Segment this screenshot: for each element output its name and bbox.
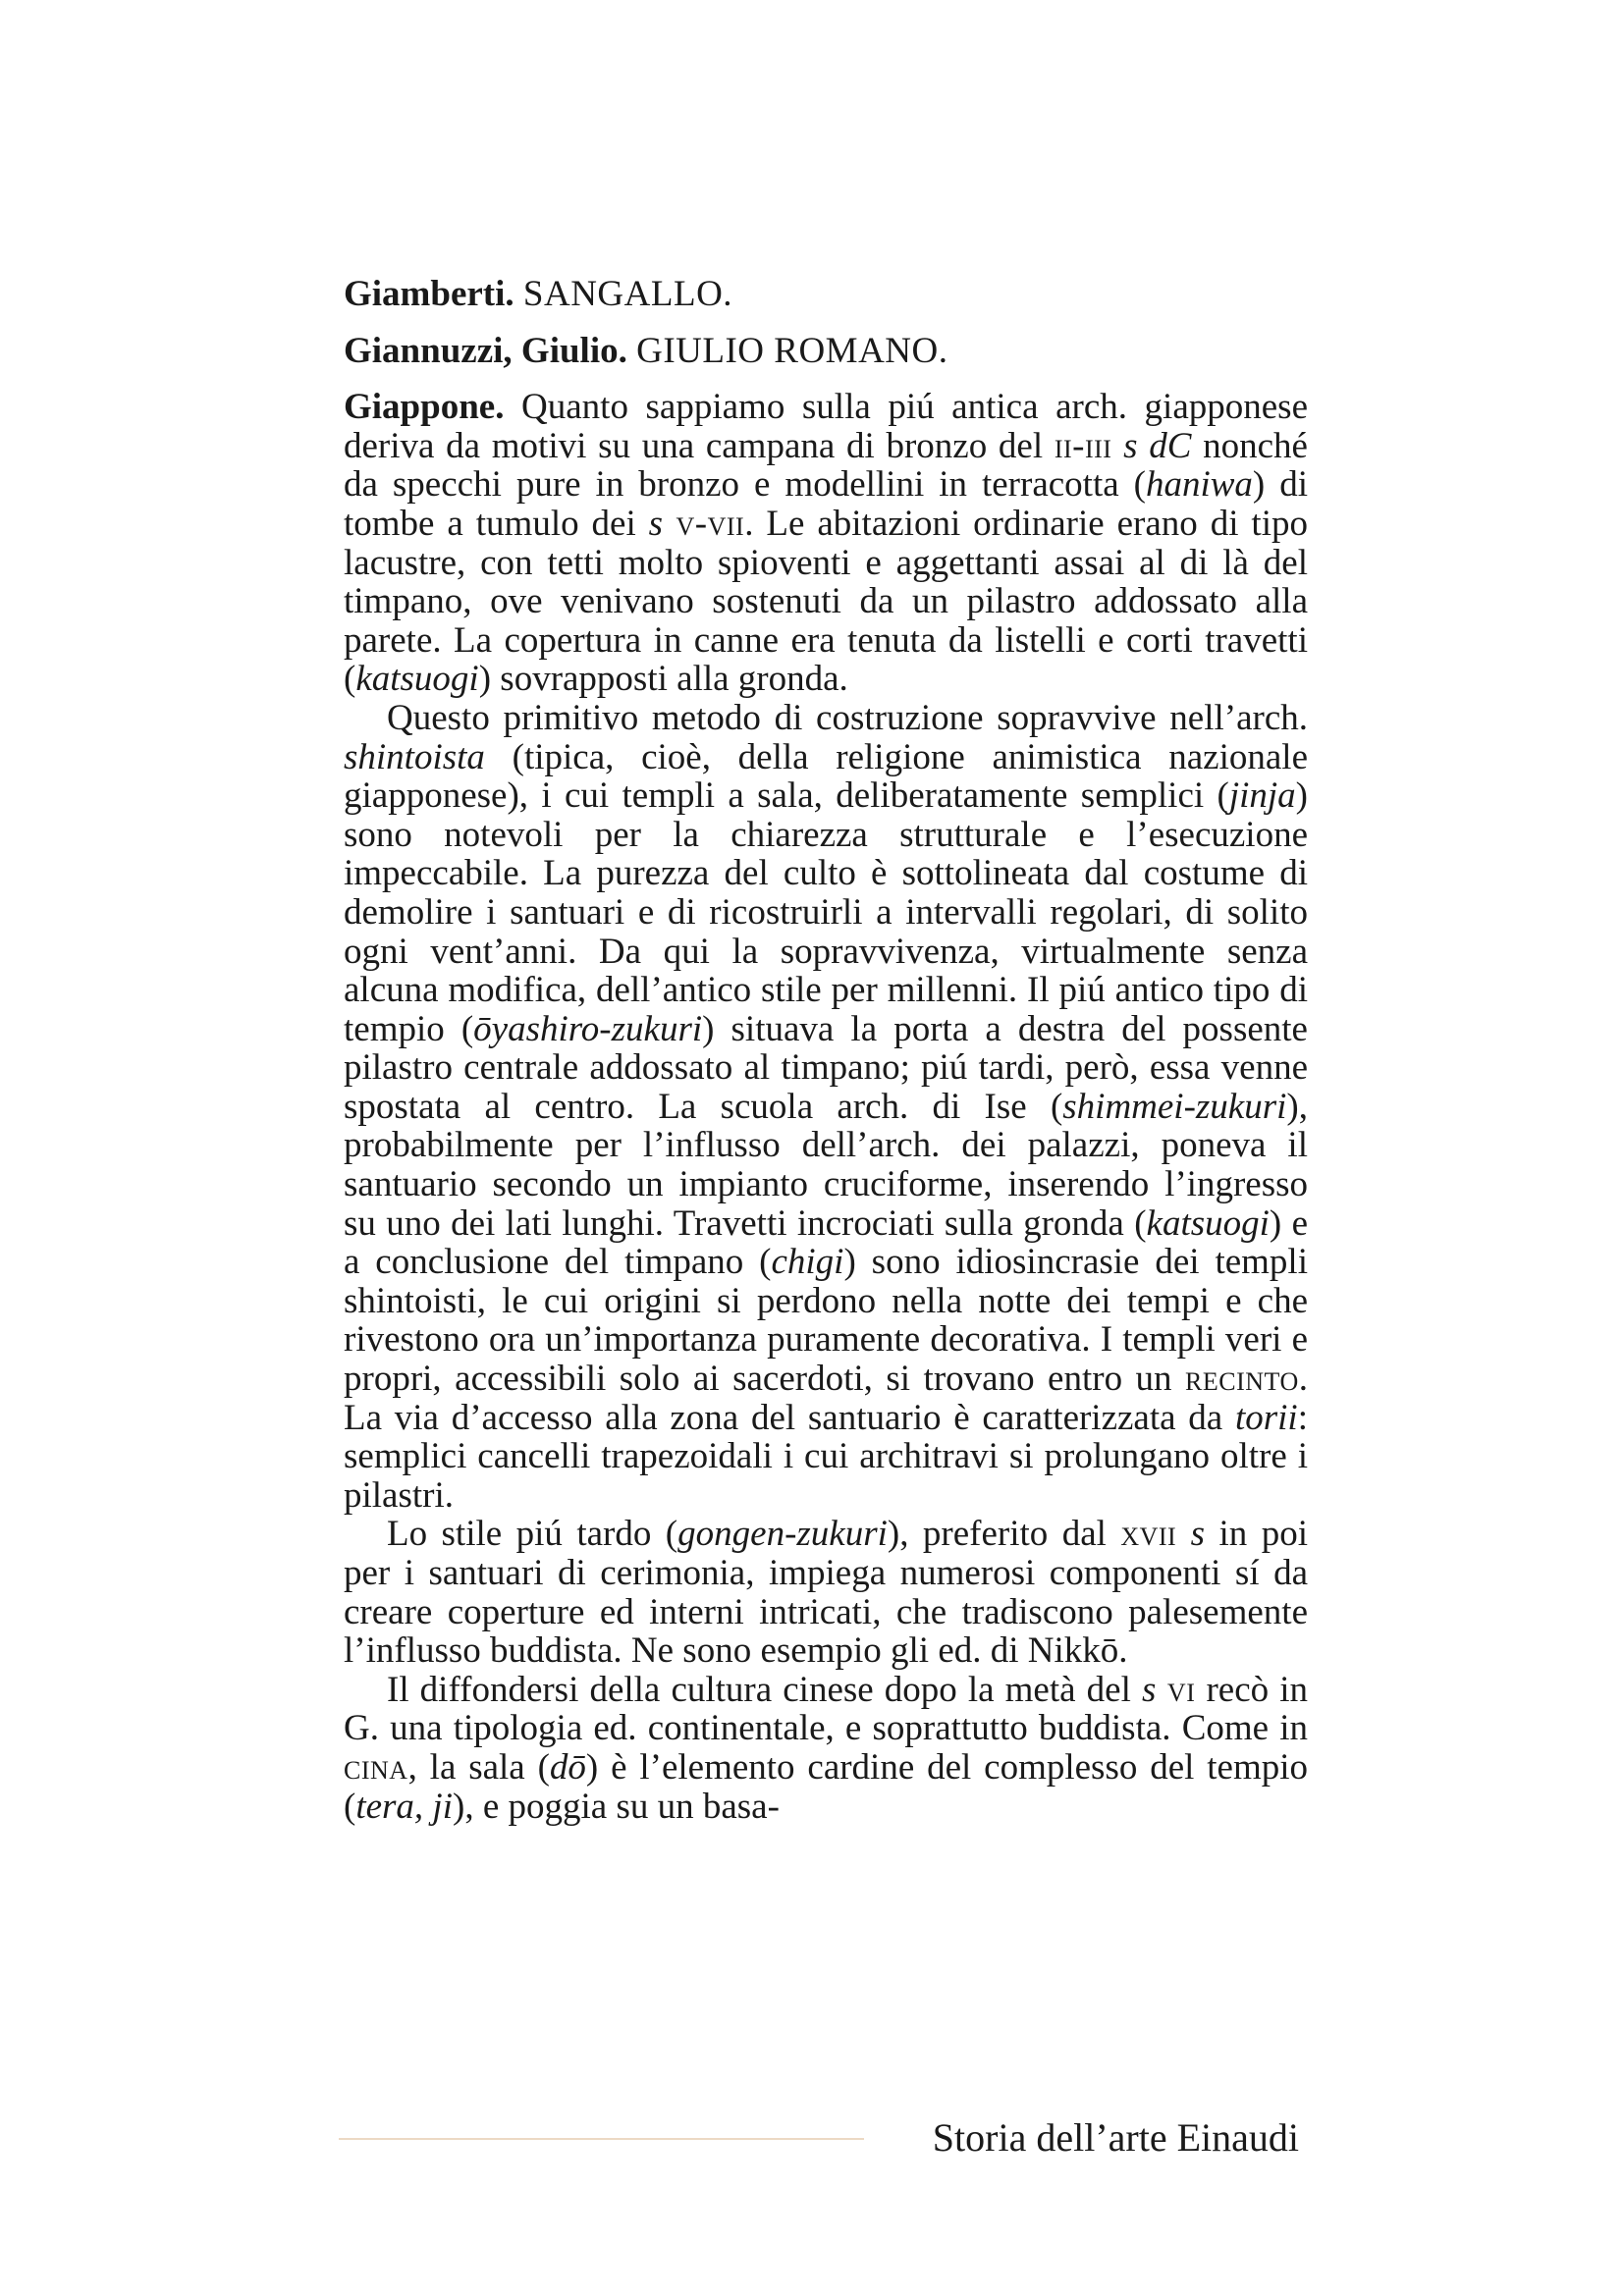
italic-term: s	[648, 503, 664, 544]
text-run: Quanto sappiamo sulla piú antica arch. giapponese deriva da motivi su una campana di bronzo del	[344, 387, 1308, 466]
italic-term: ōyashiro-zukuri	[473, 1008, 703, 1049]
text-run: (tipica, cioè, della religione animistica nazionale giapponese), i cui templi a sala, deliberatamente semplici (	[344, 736, 1308, 817]
text-run: ) situava la porta a destra del possente pilastro centrale addossato al timpano; piú tardi, però, essa venne spostata al centro. La scuola arch. di Ise (	[344, 1008, 1308, 1127]
text-run: . Le abitazioni ordinarie erano di tipo lacustre, con tetti molto spioventi e aggettanti assai al di là del timpano, ove venivano sostenuti da un pilastro addossato alla parete. La copertura in canne era tenuta da listelli e corti travetti (	[344, 503, 1308, 700]
italic-term: s	[1176, 1514, 1206, 1555]
century-numeral: ii-iii	[1054, 425, 1112, 466]
italic-term: haniwa	[1145, 464, 1253, 506]
cross-reference-link[interactable]: cina	[344, 1746, 408, 1788]
text-run: recò in G. una tipologia ed. continentale, e soprattutto buddista. Come in	[344, 1669, 1308, 1749]
italic-term: tera, ji	[355, 1786, 453, 1827]
footer-divider	[339, 2138, 864, 2140]
entry-giappone-paragraph-1	[344, 388, 1308, 699]
text-run: nonché da specchi pure in bronzo e modellini in terracotta (	[344, 425, 1308, 506]
italic-term: katsuogi	[355, 659, 479, 700]
text-run: . La via d’accesso alla zona del santuario è caratterizzata da	[344, 1359, 1308, 1438]
entry-giappone-paragraph-2	[344, 699, 1308, 1515]
footer-title: Storia dell’arte Einaudi	[932, 2115, 1299, 2160]
century-numeral: v-vii	[663, 503, 745, 544]
text-run: Lo stile piú tardo (	[387, 1514, 678, 1555]
cross-reference-link[interactable]: recinto	[1185, 1359, 1299, 1400]
italic-term: katsuogi	[1146, 1202, 1270, 1244]
italic-term: s	[1141, 1669, 1157, 1710]
text-run: ), probabilmente per l’influsso dell’arch. dei palazzi, poneva il santuario secondo un impianto cruciforme, inserendo l’ingresso su uno dei lati lunghi. Travetti incrociati sulla gronda (	[344, 1086, 1308, 1244]
italic-term: jinja	[1228, 775, 1296, 817]
italic-term: chigi	[771, 1242, 844, 1283]
century-numeral: vi	[1156, 1669, 1196, 1710]
text-run: ) è l’elemento cardine del complesso del tempio (	[344, 1746, 1309, 1827]
entry-giappone-paragraph-4	[344, 1671, 1308, 1826]
text-run: ) di tombe a tumulo dei	[344, 464, 1308, 544]
italic-term: shimmei-zukuri	[1062, 1086, 1287, 1127]
italic-term: torii	[1234, 1397, 1298, 1438]
century-numeral: xvii	[1120, 1514, 1177, 1555]
page-body	[344, 275, 1308, 1826]
text-run: ), preferito dal	[887, 1514, 1121, 1555]
entry-giannuzzi	[344, 332, 1308, 371]
page-footer	[339, 2109, 1321, 2167]
entry-headword: Giamberti.	[344, 274, 514, 314]
text-run: ) e a conclusione del timpano (	[344, 1202, 1308, 1283]
text-run: ), e poggia su un basa-	[453, 1786, 780, 1827]
text-run: ) sono notevoli per la chiarezza strutturale e l’esecuzione impeccabile. La purezza del culto è sottolineata dal costume di demolire i santuari e di ricostruirli a intervalli regolari, di solito ogni vent’anni. Da qui la sopravvivenza, virtualmente senza alcuna modifica, dell’antico stile per millenni. Il piú antico tipo di tempio (	[344, 775, 1308, 1049]
text-run: : semplici cancelli trapezoidali i cui architravi si prolungano oltre i pilastri.	[344, 1397, 1308, 1516]
italic-term: shintoista	[344, 736, 485, 777]
cross-reference-link[interactable]: GIULIO ROMANO.	[636, 330, 948, 371]
text-run: in poi per i santuari di cerimonia, impiega numerosi componenti sí da creare coperture ed interni intricati, che tradiscono palesemente l’influsso buddista. Ne sono esempio gli ed. di Nikkō.	[344, 1514, 1308, 1672]
text-run: Questo primitivo metodo di costruzione sopravvive nell’arch.	[387, 697, 1308, 738]
entry-giamberti	[344, 275, 1308, 314]
text-run: ) sovrapposti alla gronda.	[478, 659, 848, 700]
entry-giappone-paragraph-3	[344, 1515, 1308, 1670]
entry-headword: Giannuzzi, Giulio.	[344, 330, 627, 371]
cross-reference-link[interactable]: SANGALLO.	[522, 274, 733, 314]
text-run: ) sono idiosincrasie dei templi shintoisti, le cui origini si perdono nella notte dei tempi e che rivestono ora un’importanza puramente decorativa. I templi veri e propri, accessibili solo ai sacerdoti, si trovano entro un	[344, 1242, 1308, 1400]
italic-term: s dC	[1111, 425, 1192, 466]
text-run: , la sala (	[407, 1746, 550, 1788]
italic-term: dō	[549, 1746, 586, 1788]
text-run: Il diffondersi della cultura cinese dopo la metà del	[387, 1669, 1142, 1710]
entry-headword: Giappone.	[344, 387, 505, 428]
italic-term: gongen-zukuri	[677, 1514, 888, 1555]
